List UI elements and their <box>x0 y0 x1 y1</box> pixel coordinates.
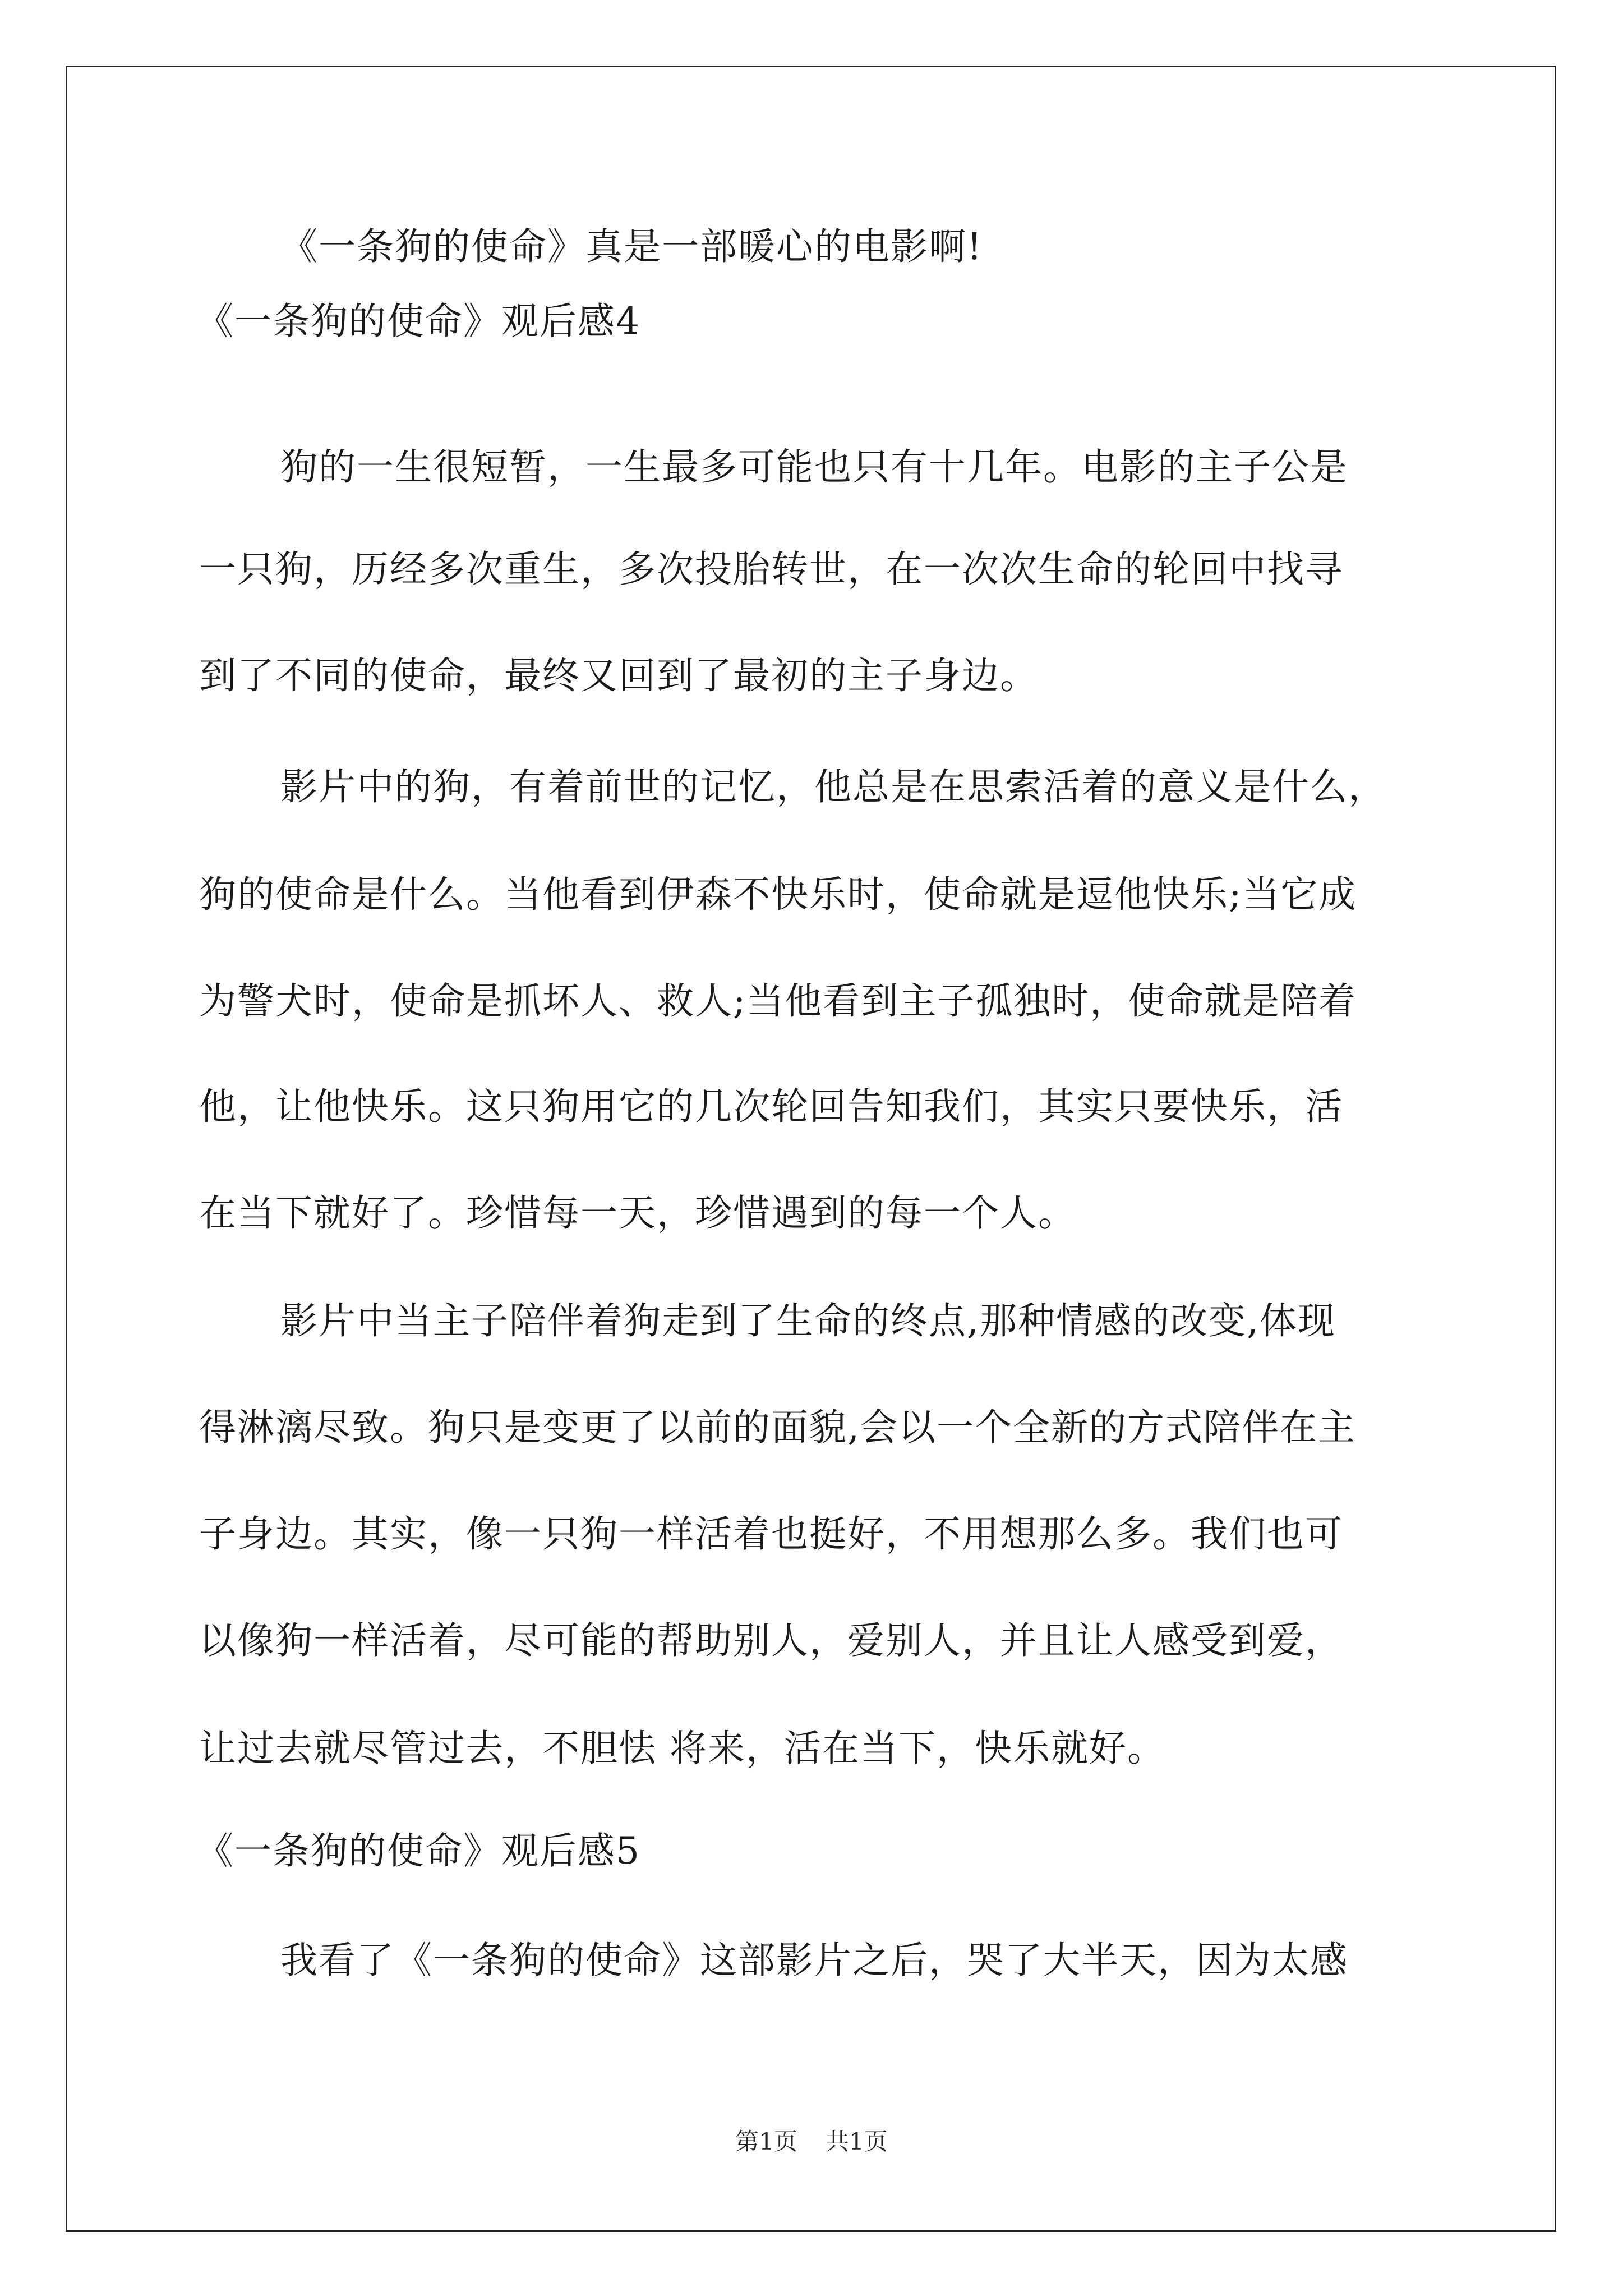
page-number: 第1页 <box>735 2128 797 2155</box>
text-line: 影片中当主子陪伴着狗走到了生命的终点,那种情感的改变,体现 <box>280 1299 1336 1342</box>
text-line: 让过去就尽管过去，不胆怯 将来，活在当下，快乐就好。 <box>199 1727 1165 1770</box>
text-line: 以像狗一样活着，尽可能的帮助别人，爱别人，并且让人感受到爱， <box>199 1619 1343 1662</box>
text-line: 为警犬时，使命是抓坏人、救人;当他看到主子孤独时，使命就是陪着 <box>199 979 1357 1023</box>
section-heading-5: 《一条狗的使命》观后感5 <box>196 1829 640 1872</box>
section-heading-4: 《一条狗的使命》观后感4 <box>196 300 640 343</box>
page-border <box>66 66 1556 2232</box>
text-line: 影片中的狗，有着前世的记忆，他总是在思索活着的意义是什么， <box>280 765 1386 808</box>
text-line: 我看了《一条狗的使命》这部影片之后，哭了大半天，因为太感 <box>280 1939 1348 1982</box>
text-line: 一只狗，历经多次重生，多次投胎转世，在一次次生命的轮回中找寻 <box>199 547 1343 591</box>
text-line: 他，让他快乐。这只狗用它的几次轮回告知我们，其实只要快乐，活 <box>199 1085 1343 1128</box>
text-line: 狗的使命是什么。当他看到伊森不快乐时，使命就是逗他快乐;当它成 <box>199 873 1357 916</box>
page-footer <box>0 2125 1623 2159</box>
page-total: 共1页 <box>826 2128 888 2155</box>
text-line: 在当下就好了。珍惜每一天，珍惜遇到的每一个人。 <box>199 1191 1076 1235</box>
text-line: 子身边。其实，像一只狗一样活着也挺好，不用想那么多。我们也可 <box>199 1512 1343 1556</box>
text-line: 得淋漓尽致。狗只是变更了以前的面貌,会以一个全新的方式陪伴在主 <box>199 1406 1356 1449</box>
text-line: 狗的一生很短暂，一生最多可能也只有十几年。电影的主子公是 <box>280 445 1348 489</box>
text-line: 《一条狗的使命》真是一部暖心的电影啊! <box>280 225 983 268</box>
text-line: 到了不同的使命，最终又回到了最初的主子身边。 <box>199 654 1038 697</box>
